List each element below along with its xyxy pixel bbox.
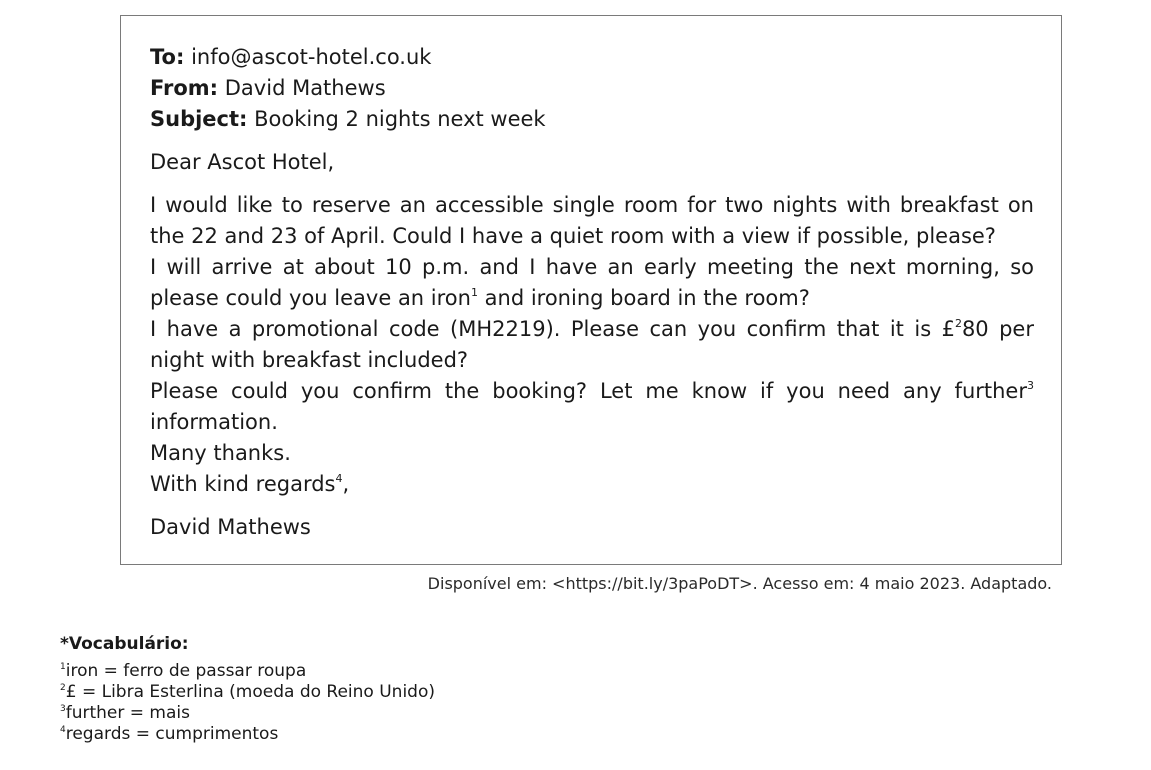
vocabulary-number: 3 xyxy=(60,704,66,714)
body-line-8: information. xyxy=(150,410,278,434)
vocabulary-title: *Vocabulário: xyxy=(60,634,189,654)
body-line-10a: With kind regards xyxy=(150,472,336,496)
signature: David Mathews xyxy=(150,515,311,539)
vocabulary-item xyxy=(60,661,435,682)
salutation: Dear Ascot Hotel, xyxy=(150,150,335,174)
email-content xyxy=(150,42,1034,543)
body-line-6: night with breakfast included? xyxy=(150,348,469,372)
vocabulary-text: iron = ferro de passar roupa xyxy=(65,661,307,681)
vocabulary-item xyxy=(60,703,435,724)
vocabulary-section xyxy=(60,634,435,745)
from-line xyxy=(150,73,1034,104)
body-line-10b: , xyxy=(342,472,350,496)
to-line xyxy=(150,42,1034,73)
body-line-4 xyxy=(150,283,1034,314)
body-line-5a: I have a promotional code (MH2219). Please can you confirm that it is £ xyxy=(150,317,955,341)
vocabulary-number: 2 xyxy=(60,683,66,693)
source-citation: Disponível em: <https://bit.ly/3paPoDT>. Acesso em: 4 maio 2023. Adaptado. xyxy=(427,574,1052,593)
footnote-ref-3: 3 xyxy=(1027,379,1034,392)
subject-line xyxy=(150,104,1034,135)
email-box xyxy=(120,15,1062,565)
vocabulary-number: 4 xyxy=(60,725,66,735)
footnote-ref-4: 4 xyxy=(335,472,343,485)
body-line-7a: Please could you confirm the booking? Let me know if you need any further xyxy=(150,379,1027,403)
email-body xyxy=(150,190,1034,500)
subject-value: Booking 2 nights next week xyxy=(254,107,546,131)
body-line-1: I would like to reserve an accessible single room for two nights with breakfast on xyxy=(150,193,1034,217)
from-value: David Mathews xyxy=(224,76,386,100)
vocabulary-text: regards = cumprimentos xyxy=(65,724,279,744)
from-label: From: xyxy=(150,76,219,100)
to-label: To: xyxy=(150,45,185,69)
body-line-4b: and ironing board in the room? xyxy=(477,286,810,310)
body-line-2: the 22 and 23 of April. Could I have a quiet room with a view if possible, please? xyxy=(150,224,996,248)
footnote-ref-1: 1 xyxy=(470,286,478,299)
body-line-10 xyxy=(150,469,1034,500)
footnote-ref-2: 2 xyxy=(954,317,962,330)
vocabulary-item xyxy=(60,682,435,703)
body-line-3: I will arrive at about 10 p.m. and I have an early meeting the next morning, so xyxy=(150,255,1034,279)
body-line-5 xyxy=(150,314,1034,345)
body-line-7 xyxy=(150,376,1034,407)
body-line-4a: please could you leave an iron xyxy=(150,286,471,310)
body-line-5b: 80 per xyxy=(961,317,1034,341)
vocabulary-text: £ = Libra Esterlina (moeda do Reino Unido) xyxy=(65,682,435,702)
vocabulary-text: further = mais xyxy=(65,703,190,723)
vocabulary-item xyxy=(60,724,435,745)
vocabulary-number: 1 xyxy=(60,662,66,672)
subject-label: Subject: xyxy=(150,107,248,131)
to-value: info@ascot-hotel.co.uk xyxy=(191,45,432,69)
body-line-9: Many thanks. xyxy=(150,441,291,465)
